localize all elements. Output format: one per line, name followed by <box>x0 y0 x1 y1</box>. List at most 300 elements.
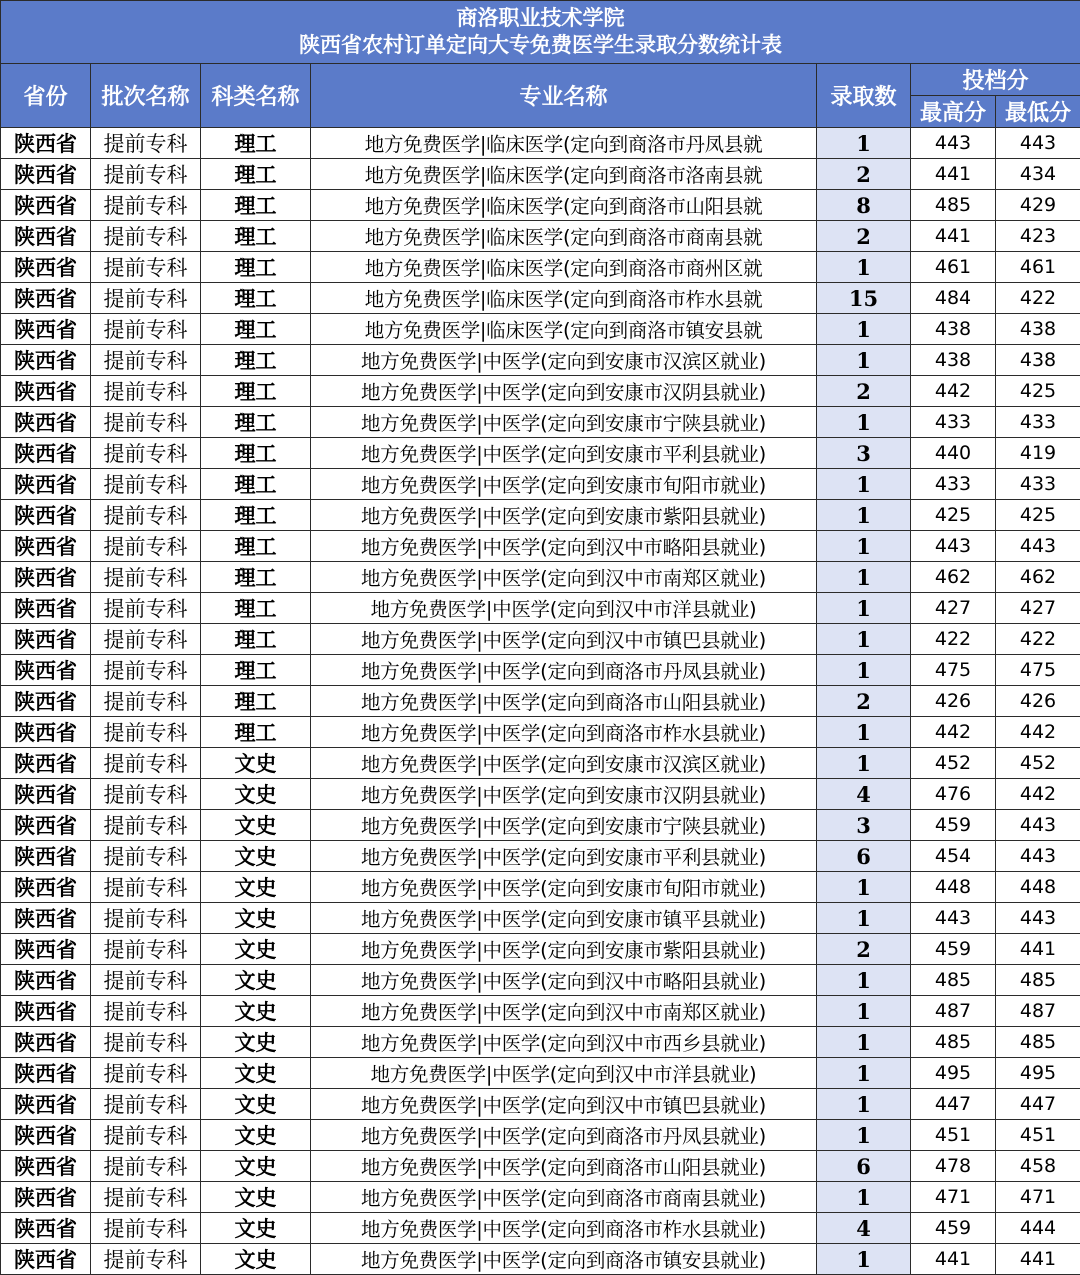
batch-cell: 提前专科 <box>91 469 201 500</box>
admitted-count-cell: 1 <box>817 748 911 779</box>
admitted-count-cell: 6 <box>817 1151 911 1182</box>
category-cell: 理工 <box>201 407 311 438</box>
batch-cell: 提前专科 <box>91 159 201 190</box>
admitted-count-cell: 1 <box>817 1089 911 1120</box>
max-score-cell: 425 <box>911 500 996 531</box>
province-cell: 陕西省 <box>1 1027 91 1058</box>
major-cell: 地方免费医学|中医学(定向到商洛市山阳县就业) <box>311 686 817 717</box>
batch-cell: 提前专科 <box>91 1058 201 1089</box>
admitted-count-cell: 1 <box>817 593 911 624</box>
category-cell: 文史 <box>201 1120 311 1151</box>
batch-cell: 提前专科 <box>91 748 201 779</box>
major-cell: 地方免费医学|中医学(定向到安康市旬阳市就业) <box>311 872 817 903</box>
table-row <box>1 717 1080 748</box>
max-score-cell: 443 <box>911 531 996 562</box>
batch-cell: 提前专科 <box>91 376 201 407</box>
category-cell: 理工 <box>201 469 311 500</box>
max-score-cell: 454 <box>911 841 996 872</box>
admitted-count-cell: 4 <box>817 779 911 810</box>
batch-cell: 提前专科 <box>91 965 201 996</box>
max-score-cell: 448 <box>911 872 996 903</box>
admitted-count-cell: 15 <box>817 283 911 314</box>
batch-cell: 提前专科 <box>91 407 201 438</box>
header-batch: 批次名称 <box>91 64 201 128</box>
table-row <box>1 841 1080 872</box>
table-title <box>1 1 1080 64</box>
batch-cell: 提前专科 <box>91 252 201 283</box>
province-cell: 陕西省 <box>1 531 91 562</box>
province-cell: 陕西省 <box>1 562 91 593</box>
table-row <box>1 748 1080 779</box>
admitted-count-cell: 1 <box>817 903 911 934</box>
province-cell: 陕西省 <box>1 221 91 252</box>
batch-cell: 提前专科 <box>91 779 201 810</box>
max-score-cell: 452 <box>911 748 996 779</box>
table-row <box>1 903 1080 934</box>
category-cell: 理工 <box>201 221 311 252</box>
major-cell: 地方免费医学|中医学(定向到汉中市镇巴县就业) <box>311 624 817 655</box>
table-row <box>1 1120 1080 1151</box>
title-school: 商洛职业技术学院 <box>1 5 1080 32</box>
major-cell: 地方免费医学|中医学(定向到安康市镇平县就业) <box>311 903 817 934</box>
admitted-count-cell: 1 <box>817 1058 911 1089</box>
admitted-count-cell: 1 <box>817 500 911 531</box>
table-row <box>1 438 1080 469</box>
table-row <box>1 252 1080 283</box>
min-score-cell: 433 <box>996 469 1080 500</box>
min-score-cell: 447 <box>996 1089 1080 1120</box>
table-row <box>1 934 1080 965</box>
header-max-score: 最高分 <box>911 96 996 128</box>
major-cell: 地方免费医学|中医学(定向到汉中市西乡县就业) <box>311 1027 817 1058</box>
min-score-cell: 443 <box>996 531 1080 562</box>
table-row <box>1 655 1080 686</box>
max-score-cell: 495 <box>911 1058 996 1089</box>
batch-cell: 提前专科 <box>91 221 201 252</box>
batch-cell: 提前专科 <box>91 531 201 562</box>
table-row <box>1 407 1080 438</box>
province-cell: 陕西省 <box>1 1213 91 1244</box>
province-cell: 陕西省 <box>1 345 91 376</box>
category-cell: 理工 <box>201 128 311 159</box>
major-cell: 地方免费医学|中医学(定向到安康市宁陕县就业) <box>311 810 817 841</box>
table-row <box>1 810 1080 841</box>
category-cell: 理工 <box>201 438 311 469</box>
province-cell: 陕西省 <box>1 190 91 221</box>
max-score-cell: 442 <box>911 376 996 407</box>
province-cell: 陕西省 <box>1 1182 91 1213</box>
admitted-count-cell: 1 <box>817 624 911 655</box>
category-cell: 理工 <box>201 500 311 531</box>
admitted-count-cell: 6 <box>817 841 911 872</box>
admitted-count-cell: 2 <box>817 376 911 407</box>
province-cell: 陕西省 <box>1 841 91 872</box>
table-row <box>1 1151 1080 1182</box>
major-cell: 地方免费医学|中医学(定向到商洛市镇安县就业) <box>311 1244 817 1275</box>
major-cell: 地方免费医学|中医学(定向到汉中市南郑区就业) <box>311 996 817 1027</box>
min-score-cell: 427 <box>996 593 1080 624</box>
admitted-count-cell: 2 <box>817 221 911 252</box>
admitted-count-cell: 1 <box>817 314 911 345</box>
province-cell: 陕西省 <box>1 717 91 748</box>
header-province: 省份 <box>1 64 91 128</box>
category-cell: 文史 <box>201 1058 311 1089</box>
major-cell: 地方免费医学|临床医学(定向到商洛市洛南县就 <box>311 159 817 190</box>
table-body <box>1 128 1080 1275</box>
admitted-count-cell: 4 <box>817 1213 911 1244</box>
batch-cell: 提前专科 <box>91 128 201 159</box>
batch-cell: 提前专科 <box>91 717 201 748</box>
major-cell: 地方免费医学|中医学(定向到安康市旬阳市就业) <box>311 469 817 500</box>
header-admitted: 录取数 <box>817 64 911 128</box>
min-score-cell: 485 <box>996 1027 1080 1058</box>
min-score-cell: 443 <box>996 903 1080 934</box>
province-cell: 陕西省 <box>1 252 91 283</box>
province-cell: 陕西省 <box>1 810 91 841</box>
category-cell: 理工 <box>201 655 311 686</box>
category-cell: 文史 <box>201 779 311 810</box>
min-score-cell: 423 <box>996 221 1080 252</box>
category-cell: 理工 <box>201 314 311 345</box>
batch-cell: 提前专科 <box>91 841 201 872</box>
major-cell: 地方免费医学|中医学(定向到汉中市洋县就业) <box>311 593 817 624</box>
major-cell: 地方免费医学|中医学(定向到汉中市镇巴县就业) <box>311 1089 817 1120</box>
min-score-cell: 433 <box>996 407 1080 438</box>
category-cell: 理工 <box>201 376 311 407</box>
category-cell: 理工 <box>201 159 311 190</box>
major-cell: 地方免费医学|临床医学(定向到商洛市商州区就 <box>311 252 817 283</box>
category-cell: 文史 <box>201 965 311 996</box>
province-cell: 陕西省 <box>1 407 91 438</box>
category-cell: 文史 <box>201 1027 311 1058</box>
batch-cell: 提前专科 <box>91 593 201 624</box>
province-cell: 陕西省 <box>1 593 91 624</box>
major-cell: 地方免费医学|中医学(定向到安康市汉阴县就业) <box>311 779 817 810</box>
category-cell: 文史 <box>201 934 311 965</box>
admitted-count-cell: 1 <box>817 531 911 562</box>
batch-cell: 提前专科 <box>91 903 201 934</box>
max-score-cell: 438 <box>911 314 996 345</box>
batch-cell: 提前专科 <box>91 1213 201 1244</box>
batch-cell: 提前专科 <box>91 686 201 717</box>
max-score-cell: 485 <box>911 1027 996 1058</box>
max-score-cell: 427 <box>911 593 996 624</box>
category-cell: 理工 <box>201 531 311 562</box>
province-cell: 陕西省 <box>1 872 91 903</box>
admitted-count-cell: 3 <box>817 438 911 469</box>
category-cell: 理工 <box>201 562 311 593</box>
header-major: 专业名称 <box>311 64 817 128</box>
max-score-cell: 433 <box>911 469 996 500</box>
major-cell: 地方免费医学|临床医学(定向到商洛市柞水县就 <box>311 283 817 314</box>
min-score-cell: 441 <box>996 934 1080 965</box>
max-score-cell: 438 <box>911 345 996 376</box>
max-score-cell: 441 <box>911 159 996 190</box>
province-cell: 陕西省 <box>1 655 91 686</box>
province-cell: 陕西省 <box>1 624 91 655</box>
table-row <box>1 1058 1080 1089</box>
province-cell: 陕西省 <box>1 996 91 1027</box>
min-score-cell: 451 <box>996 1120 1080 1151</box>
table-row <box>1 779 1080 810</box>
min-score-cell: 448 <box>996 872 1080 903</box>
province-cell: 陕西省 <box>1 686 91 717</box>
max-score-cell: 485 <box>911 190 996 221</box>
min-score-cell: 495 <box>996 1058 1080 1089</box>
batch-cell: 提前专科 <box>91 810 201 841</box>
admitted-count-cell: 1 <box>817 717 911 748</box>
admitted-count-cell: 2 <box>817 934 911 965</box>
major-cell: 地方免费医学|中医学(定向到商洛市山阳县就业) <box>311 1151 817 1182</box>
admitted-count-cell: 1 <box>817 345 911 376</box>
max-score-cell: 471 <box>911 1182 996 1213</box>
max-score-cell: 484 <box>911 283 996 314</box>
major-cell: 地方免费医学|中医学(定向到商洛市商南县就业) <box>311 1182 817 1213</box>
batch-cell: 提前专科 <box>91 438 201 469</box>
admitted-count-cell: 1 <box>817 1244 911 1275</box>
batch-cell: 提前专科 <box>91 996 201 1027</box>
admitted-count-cell: 2 <box>817 159 911 190</box>
batch-cell: 提前专科 <box>91 1120 201 1151</box>
max-score-cell: 441 <box>911 1244 996 1275</box>
min-score-cell: 434 <box>996 159 1080 190</box>
table-row <box>1 686 1080 717</box>
category-cell: 文史 <box>201 1182 311 1213</box>
category-cell: 文史 <box>201 903 311 934</box>
admitted-count-cell: 1 <box>817 562 911 593</box>
batch-cell: 提前专科 <box>91 1244 201 1275</box>
table-row <box>1 221 1080 252</box>
province-cell: 陕西省 <box>1 500 91 531</box>
category-cell: 文史 <box>201 872 311 903</box>
max-score-cell: 441 <box>911 221 996 252</box>
major-cell: 地方免费医学|中医学(定向到安康市平利县就业) <box>311 438 817 469</box>
province-cell: 陕西省 <box>1 779 91 810</box>
batch-cell: 提前专科 <box>91 283 201 314</box>
table-row <box>1 469 1080 500</box>
min-score-cell: 419 <box>996 438 1080 469</box>
category-cell: 理工 <box>201 686 311 717</box>
max-score-cell: 443 <box>911 128 996 159</box>
table-row <box>1 283 1080 314</box>
admitted-count-cell: 1 <box>817 872 911 903</box>
max-score-cell: 476 <box>911 779 996 810</box>
min-score-cell: 422 <box>996 283 1080 314</box>
admitted-count-cell: 8 <box>817 190 911 221</box>
province-cell: 陕西省 <box>1 314 91 345</box>
admitted-count-cell: 1 <box>817 655 911 686</box>
category-cell: 文史 <box>201 1089 311 1120</box>
major-cell: 地方免费医学|中医学(定向到商洛市柞水县就业) <box>311 717 817 748</box>
min-score-cell: 442 <box>996 717 1080 748</box>
province-cell: 陕西省 <box>1 1244 91 1275</box>
admitted-count-cell: 1 <box>817 128 911 159</box>
major-cell: 地方免费医学|中医学(定向到汉中市略阳县就业) <box>311 531 817 562</box>
category-cell: 文史 <box>201 1151 311 1182</box>
major-cell: 地方免费医学|中医学(定向到安康市汉滨区就业) <box>311 748 817 779</box>
province-cell: 陕西省 <box>1 1089 91 1120</box>
batch-cell: 提前专科 <box>91 1182 201 1213</box>
header-min-score: 最低分 <box>996 96 1080 128</box>
batch-cell: 提前专科 <box>91 934 201 965</box>
province-cell: 陕西省 <box>1 128 91 159</box>
admitted-count-cell: 1 <box>817 996 911 1027</box>
table-row <box>1 1182 1080 1213</box>
category-cell: 文史 <box>201 841 311 872</box>
province-cell: 陕西省 <box>1 438 91 469</box>
major-cell: 地方免费医学|中医学(定向到安康市宁陕县就业) <box>311 407 817 438</box>
category-cell: 文史 <box>201 748 311 779</box>
major-cell: 地方免费医学|中医学(定向到汉中市南郑区就业) <box>311 562 817 593</box>
table-row <box>1 1089 1080 1120</box>
min-score-cell: 471 <box>996 1182 1080 1213</box>
table-row <box>1 1027 1080 1058</box>
min-score-cell: 443 <box>996 810 1080 841</box>
title-subject: 陕西省农村订单定向大专免费医学生录取分数统计表 <box>1 32 1080 59</box>
batch-cell: 提前专科 <box>91 190 201 221</box>
category-cell: 理工 <box>201 624 311 655</box>
province-cell: 陕西省 <box>1 469 91 500</box>
max-score-cell: 461 <box>911 252 996 283</box>
batch-cell: 提前专科 <box>91 562 201 593</box>
province-cell: 陕西省 <box>1 1120 91 1151</box>
min-score-cell: 443 <box>996 128 1080 159</box>
major-cell: 地方免费医学|中医学(定向到安康市汉滨区就业) <box>311 345 817 376</box>
major-cell: 地方免费医学|临床医学(定向到商洛市山阳县就 <box>311 190 817 221</box>
min-score-cell: 458 <box>996 1151 1080 1182</box>
category-cell: 理工 <box>201 593 311 624</box>
table-row <box>1 872 1080 903</box>
batch-cell: 提前专科 <box>91 655 201 686</box>
table-row <box>1 159 1080 190</box>
province-cell: 陕西省 <box>1 1058 91 1089</box>
max-score-cell: 459 <box>911 934 996 965</box>
min-score-cell: 429 <box>996 190 1080 221</box>
batch-cell: 提前专科 <box>91 314 201 345</box>
min-score-cell: 443 <box>996 841 1080 872</box>
max-score-cell: 487 <box>911 996 996 1027</box>
min-score-cell: 461 <box>996 252 1080 283</box>
admitted-count-cell: 1 <box>817 252 911 283</box>
max-score-cell: 451 <box>911 1120 996 1151</box>
header-score-group: 投档分 <box>911 64 1080 96</box>
batch-cell: 提前专科 <box>91 872 201 903</box>
table-row <box>1 376 1080 407</box>
category-cell: 文史 <box>201 996 311 1027</box>
province-cell: 陕西省 <box>1 1151 91 1182</box>
table-row <box>1 531 1080 562</box>
min-score-cell: 425 <box>996 500 1080 531</box>
min-score-cell: 485 <box>996 965 1080 996</box>
table-row <box>1 1213 1080 1244</box>
category-cell: 文史 <box>201 810 311 841</box>
min-score-cell: 462 <box>996 562 1080 593</box>
max-score-cell: 433 <box>911 407 996 438</box>
category-cell: 理工 <box>201 252 311 283</box>
batch-cell: 提前专科 <box>91 345 201 376</box>
table-row <box>1 345 1080 376</box>
major-cell: 地方免费医学|中医学(定向到汉中市洋县就业) <box>311 1058 817 1089</box>
max-score-cell: 478 <box>911 1151 996 1182</box>
major-cell: 地方免费医学|中医学(定向到商洛市丹凤县就业) <box>311 1120 817 1151</box>
table-row <box>1 996 1080 1027</box>
admitted-count-cell: 1 <box>817 407 911 438</box>
table-row <box>1 624 1080 655</box>
max-score-cell: 485 <box>911 965 996 996</box>
province-cell: 陕西省 <box>1 283 91 314</box>
max-score-cell: 426 <box>911 686 996 717</box>
min-score-cell: 452 <box>996 748 1080 779</box>
table-row <box>1 500 1080 531</box>
max-score-cell: 442 <box>911 717 996 748</box>
category-cell: 文史 <box>201 1244 311 1275</box>
batch-cell: 提前专科 <box>91 624 201 655</box>
major-cell: 地方免费医学|临床医学(定向到商洛市丹凤县就 <box>311 128 817 159</box>
table-row <box>1 1244 1080 1275</box>
min-score-cell: 425 <box>996 376 1080 407</box>
table-row <box>1 593 1080 624</box>
min-score-cell: 487 <box>996 996 1080 1027</box>
max-score-cell: 459 <box>911 1213 996 1244</box>
batch-cell: 提前专科 <box>91 500 201 531</box>
major-cell: 地方免费医学|中医学(定向到安康市平利县就业) <box>311 841 817 872</box>
min-score-cell: 444 <box>996 1213 1080 1244</box>
admitted-count-cell: 1 <box>817 1027 911 1058</box>
major-cell: 地方免费医学|中医学(定向到安康市紫阳县就业) <box>311 934 817 965</box>
max-score-cell: 422 <box>911 624 996 655</box>
table-row <box>1 314 1080 345</box>
category-cell: 理工 <box>201 283 311 314</box>
category-cell: 文史 <box>201 1213 311 1244</box>
min-score-cell: 442 <box>996 779 1080 810</box>
major-cell: 地方免费医学|中医学(定向到安康市汉阴县就业) <box>311 376 817 407</box>
admitted-count-cell: 3 <box>817 810 911 841</box>
table-row <box>1 128 1080 159</box>
table-row <box>1 190 1080 221</box>
admitted-count-cell: 1 <box>817 1120 911 1151</box>
category-cell: 理工 <box>201 345 311 376</box>
max-score-cell: 459 <box>911 810 996 841</box>
province-cell: 陕西省 <box>1 159 91 190</box>
admitted-count-cell: 1 <box>817 965 911 996</box>
major-cell: 地方免费医学|临床医学(定向到商洛市商南县就 <box>311 221 817 252</box>
major-cell: 地方免费医学|中医学(定向到汉中市略阳县就业) <box>311 965 817 996</box>
table-row <box>1 562 1080 593</box>
min-score-cell: 438 <box>996 345 1080 376</box>
province-cell: 陕西省 <box>1 965 91 996</box>
category-cell: 理工 <box>201 717 311 748</box>
batch-cell: 提前专科 <box>91 1027 201 1058</box>
header-category: 科类名称 <box>201 64 311 128</box>
max-score-cell: 443 <box>911 903 996 934</box>
batch-cell: 提前专科 <box>91 1151 201 1182</box>
major-cell: 地方免费医学|中医学(定向到安康市紫阳县就业) <box>311 500 817 531</box>
province-cell: 陕西省 <box>1 934 91 965</box>
admitted-count-cell: 1 <box>817 469 911 500</box>
max-score-cell: 475 <box>911 655 996 686</box>
table-row <box>1 965 1080 996</box>
min-score-cell: 441 <box>996 1244 1080 1275</box>
batch-cell: 提前专科 <box>91 1089 201 1120</box>
max-score-cell: 447 <box>911 1089 996 1120</box>
min-score-cell: 422 <box>996 624 1080 655</box>
category-cell: 理工 <box>201 190 311 221</box>
major-cell: 地方免费医学|临床医学(定向到商洛市镇安县就 <box>311 314 817 345</box>
min-score-cell: 426 <box>996 686 1080 717</box>
min-score-cell: 475 <box>996 655 1080 686</box>
major-cell: 地方免费医学|中医学(定向到商洛市柞水县就业) <box>311 1213 817 1244</box>
min-score-cell: 438 <box>996 314 1080 345</box>
